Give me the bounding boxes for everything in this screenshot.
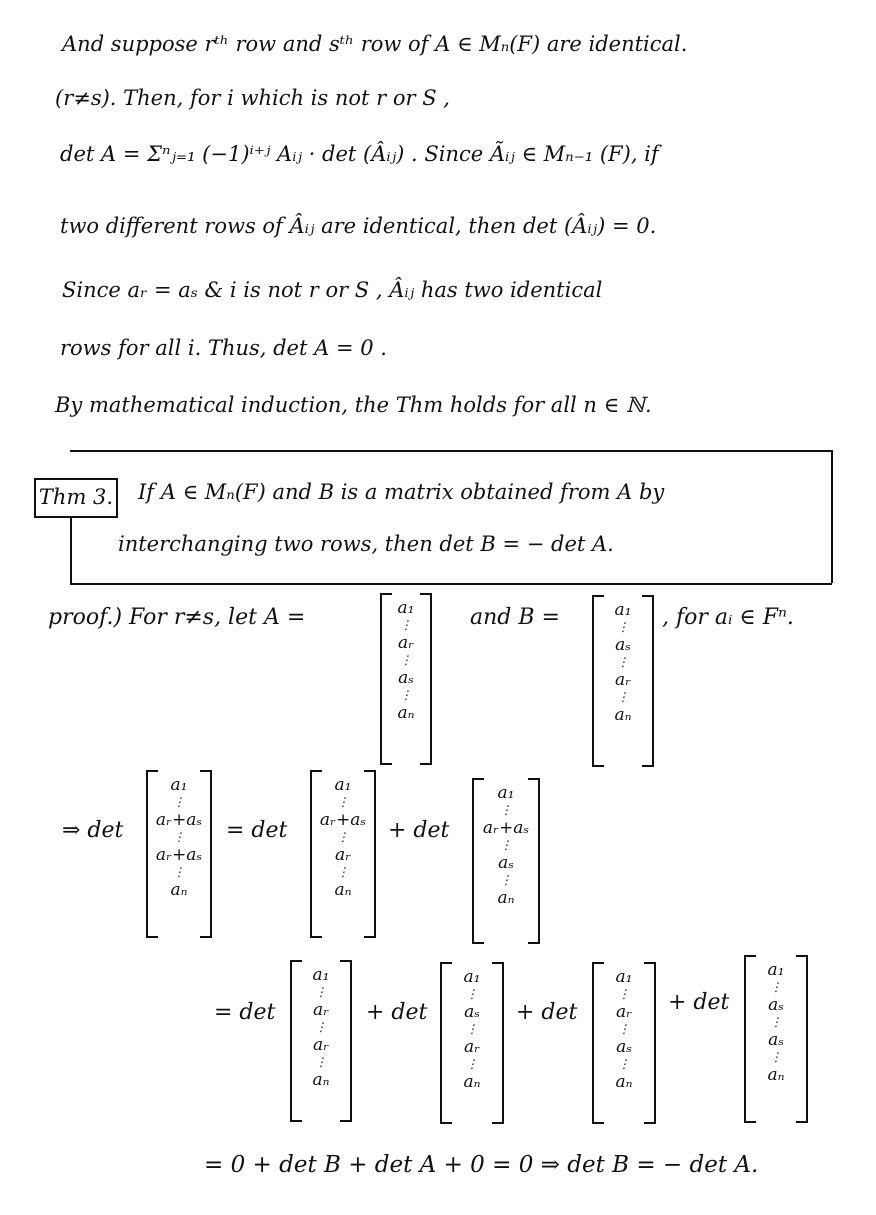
text-line-1: And suppose rᵗʰ row and sᵗʰ row of A ∈ Mₙ(F) are identical. [62,32,688,56]
matrix-entry: ⋮ [315,985,327,999]
matrix-entry: ⋮ [400,688,412,702]
matrix-entry: aₙ [615,1072,633,1092]
step1-lhs: ⇒ det [62,818,124,843]
matrix-entry: aₛ [615,635,631,655]
matrix-entry: ⋮ [337,830,349,844]
matrix-entry: ⋮ [500,838,512,852]
matrix-entry: ⋮ [770,1050,782,1064]
matrix-entry: a₁ [767,960,785,980]
matrix-entry: ⋮ [617,690,629,704]
matrix-entry: a₁ [170,775,188,795]
theorem-box-left-border [70,516,72,583]
matrix-entry: ⋮ [400,618,412,632]
matrix-entry: aᵣ+aₛ [155,810,203,830]
conclusion-line: = 0 + det B + det A + 0 = 0 ⇒ det B = − det A. [204,1152,759,1178]
matrix-entry: ⋮ [618,1022,630,1036]
step2-matrix-4 [744,955,808,1123]
matrix-entry: aᵣ [614,670,632,690]
matrix-entry: a₁ [312,965,330,985]
theorem-box-top-border [70,450,832,452]
theorem-line-1: If A ∈ Mₙ(F) and B is a matrix obtained from A by [138,480,665,504]
theorem-line-2: interchanging two rows, then det B = − det A. [118,532,614,556]
matrix-entry: aᵣ [463,1037,481,1057]
matrix-entry: ⋮ [315,1055,327,1069]
matrix-entry: aₙ [334,880,352,900]
text-line-6: rows for all i. Thus, det A = 0 . [60,336,387,360]
matrix-entry: ⋮ [466,1022,478,1036]
matrix-entry: aᵣ+aₛ [155,845,203,865]
matrix-entry: ⋮ [466,987,478,1001]
matrix-entry: ⋮ [315,1020,327,1034]
matrix-entry: ⋮ [618,987,630,1001]
matrix-entry: ⋮ [173,795,185,809]
text-line-7: By mathematical induction, the Thm holds for all n ∈ ℕ. [55,393,652,417]
step1-matrix-3 [472,778,540,944]
matrix-entry: ⋮ [617,620,629,634]
matrix-entry: aᵣ [312,1035,330,1055]
matrix-entry: ⋮ [400,653,412,667]
for-ai-text: , for aᵢ ∈ Fⁿ. [662,605,794,630]
matrix-entry: aₙ [767,1065,785,1085]
matrix-entry: ⋮ [337,795,349,809]
matrix-entry: aₙ [397,703,415,723]
step1-plus: + det [388,818,450,843]
step2-plus-1: + det [366,1000,428,1025]
matrix-a [380,593,432,765]
matrix-entry: aₙ [497,888,515,908]
matrix-entry: aₛ [398,668,414,688]
matrix-entry: aₛ [616,1037,632,1057]
proof-intro: proof.) For r≠s, let A = [48,605,306,630]
theorem-box-bottom-border [70,583,832,585]
matrix-entry: aᵣ [397,633,415,653]
step2-matrix-3 [592,962,656,1124]
matrix-entry: aᵣ+aₛ [319,810,367,830]
and-b-text: and B = [470,605,560,630]
matrix-entry: aᵣ+aₛ [482,818,530,838]
matrix-entry: a₁ [497,783,515,803]
matrix-entry: ⋮ [770,980,782,994]
matrix-entry: aₙ [463,1072,481,1092]
matrix-entry: aᵣ [312,1000,330,1020]
matrix-entry: a₁ [397,598,415,618]
matrix-entry: aₛ [464,1002,480,1022]
matrix-entry: aₛ [498,853,514,873]
matrix-entry: aₙ [170,880,188,900]
matrix-entry: ⋮ [466,1057,478,1071]
matrix-entry: aₙ [614,705,632,725]
matrix-entry: ⋮ [617,655,629,669]
matrix-entry: ⋮ [173,865,185,879]
matrix-entry: ⋮ [173,830,185,844]
matrix-b [592,595,654,767]
matrix-entry: a₁ [463,967,481,987]
matrix-entry: ⋮ [500,803,512,817]
step2-matrix-2 [440,962,504,1124]
step1-matrix-1 [146,770,212,938]
theorem-box-right-border [831,450,833,583]
matrix-entry: ⋮ [337,865,349,879]
step2-plus-3: + det [668,990,730,1015]
matrix-entry: aₛ [768,1030,784,1050]
matrix-entry: aₛ [768,995,784,1015]
matrix-entry: ⋮ [618,1057,630,1071]
matrix-entry: aᵣ [615,1002,633,1022]
matrix-entry: aₙ [312,1070,330,1090]
matrix-entry: aᵣ [334,845,352,865]
matrix-entry: a₁ [334,775,352,795]
text-line-5: Since aᵣ = aₛ & i is not r or S , Âᵢⱼ has two identical [62,278,603,302]
matrix-entry: a₁ [615,967,633,987]
step1-eq: = det [226,818,288,843]
text-line-3: det A = Σⁿⱼ₌₁ (−1)ⁱ⁺ʲ Aᵢⱼ · det (Âᵢⱼ) . Since Ãᵢⱼ ∈ Mₙ₋₁ (F), if [60,142,659,166]
step2-eq: = det [214,1000,276,1025]
matrix-entry: a₁ [614,600,632,620]
step1-matrix-2 [310,770,376,938]
matrix-entry: ⋮ [500,873,512,887]
text-line-4: two different rows of Âᵢⱼ are identical, then det (Âᵢⱼ) = 0. [60,214,657,238]
text-line-2: (r≠s). Then, for i which is not r or S , [55,86,450,110]
matrix-entry: ⋮ [770,1015,782,1029]
step2-plus-2: + det [516,1000,578,1025]
step2-matrix-1 [290,960,352,1122]
theorem-label: Thm 3. [34,478,118,518]
